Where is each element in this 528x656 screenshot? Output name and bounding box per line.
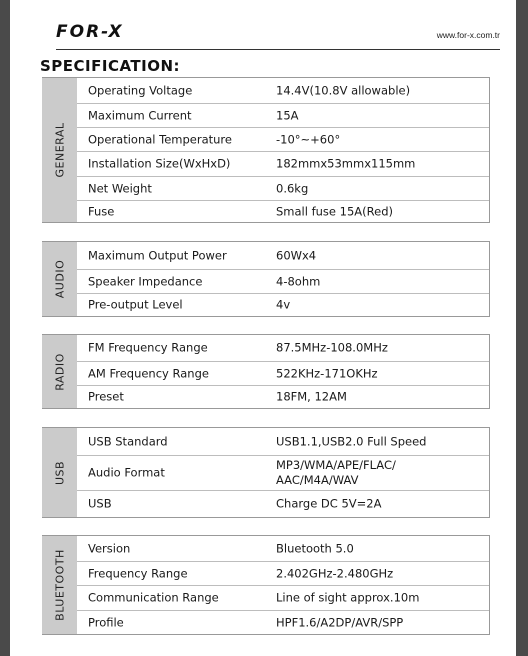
section-usb (42, 427, 490, 518)
section-label (42, 428, 77, 517)
spec-key: Net Weight (88, 181, 152, 195)
section-general (42, 77, 490, 223)
spec-key: Communication Range (88, 590, 219, 605)
spec-value: 14.4V(10.8V allowable) (276, 83, 411, 97)
table-row (77, 561, 489, 585)
spec-value: HPF1.6/A2DP/AVR/SPP (276, 615, 404, 629)
spec-value: 4-8ohm (276, 274, 321, 288)
section-bluetooth (42, 535, 490, 635)
spec-key: Fuse (88, 204, 115, 218)
spec-key: Operating Voltage (88, 83, 193, 97)
table-row (77, 200, 489, 222)
spec-value: Bluetooth 5.0 (276, 541, 354, 555)
section-label-text: GENERAL (53, 122, 66, 178)
table-row (77, 536, 489, 561)
spec-value: 87.5MHz-108.0MHz (276, 340, 388, 355)
brand-logo: FOR-X (56, 22, 124, 42)
spec-value: Charge DC 5V=2A (276, 496, 382, 511)
spec-key: Maximum Current (88, 108, 192, 122)
spec-value: 182mmx53mmx115mm (276, 156, 416, 171)
spec-value: 2.402GHz-2.480GHz (276, 566, 394, 580)
table-row (77, 585, 489, 610)
table-row (77, 293, 489, 316)
spec-value: MP3/WMA/APE/FLAC/ AAC/M4A/WAV (276, 458, 396, 487)
spec-value: 15A (276, 108, 299, 122)
spec-page (10, 0, 516, 656)
section-label-text: AUDIO (53, 259, 66, 299)
spec-value: Small fuse 15A(Red) (276, 204, 393, 218)
spec-key: FM Frequency Range (88, 340, 208, 355)
spec-key: Audio Format (88, 465, 165, 480)
table-row (77, 610, 489, 634)
spec-key: Preset (88, 389, 124, 404)
table-row (77, 127, 489, 151)
spec-value: Line of sight approx.10m (276, 590, 420, 605)
table-row (77, 428, 489, 455)
table-row (77, 361, 489, 385)
section-label (42, 335, 77, 408)
table-row (77, 490, 489, 517)
spec-value: 18FM, 12AM (276, 389, 347, 404)
spec-key: Pre-output Level (88, 297, 183, 312)
spec-key: AM Frequency Range (88, 366, 209, 380)
spec-value: 522KHz-171OKHz (276, 366, 378, 380)
spec-key: USB (88, 496, 112, 511)
section-label-text: RADIO (53, 352, 66, 391)
table-row (77, 78, 489, 103)
spec-value: 4v (276, 297, 291, 312)
page-title: SPECIFICATION: (40, 57, 181, 75)
section-audio (42, 241, 490, 317)
table-row (77, 176, 489, 200)
spec-key: USB Standard (88, 434, 168, 448)
website-url[interactable]: www.for-x.com.tr (436, 30, 500, 40)
spec-key: Frequency Range (88, 566, 188, 580)
table-row (77, 455, 489, 490)
table-row (77, 385, 489, 408)
spec-value: 0.6kg (276, 181, 309, 195)
section-label (42, 78, 77, 222)
section-label-text: BLUETOOTH (53, 549, 66, 621)
section-label (42, 242, 77, 316)
spec-value: USB1.1,USB2.0 Full Speed (276, 434, 427, 448)
spec-key: Installation Size(WxHxD) (88, 156, 231, 171)
spec-key: Maximum Output Power (88, 248, 227, 262)
table-row (77, 151, 489, 176)
section-radio (42, 334, 490, 409)
spec-key: Speaker Impedance (88, 274, 203, 288)
spec-key: Operational Temperature (88, 132, 232, 146)
table-row (77, 269, 489, 293)
section-label-text: USB (53, 460, 66, 485)
spec-value: 60Wx4 (276, 248, 317, 262)
table-row (77, 335, 489, 361)
spec-key: Version (88, 541, 131, 555)
spec-value: -10°~+60° (276, 132, 341, 146)
spec-key: Profile (88, 615, 124, 629)
page-header (56, 18, 500, 50)
table-row (77, 103, 489, 127)
table-row (77, 242, 489, 269)
section-label (42, 536, 77, 634)
